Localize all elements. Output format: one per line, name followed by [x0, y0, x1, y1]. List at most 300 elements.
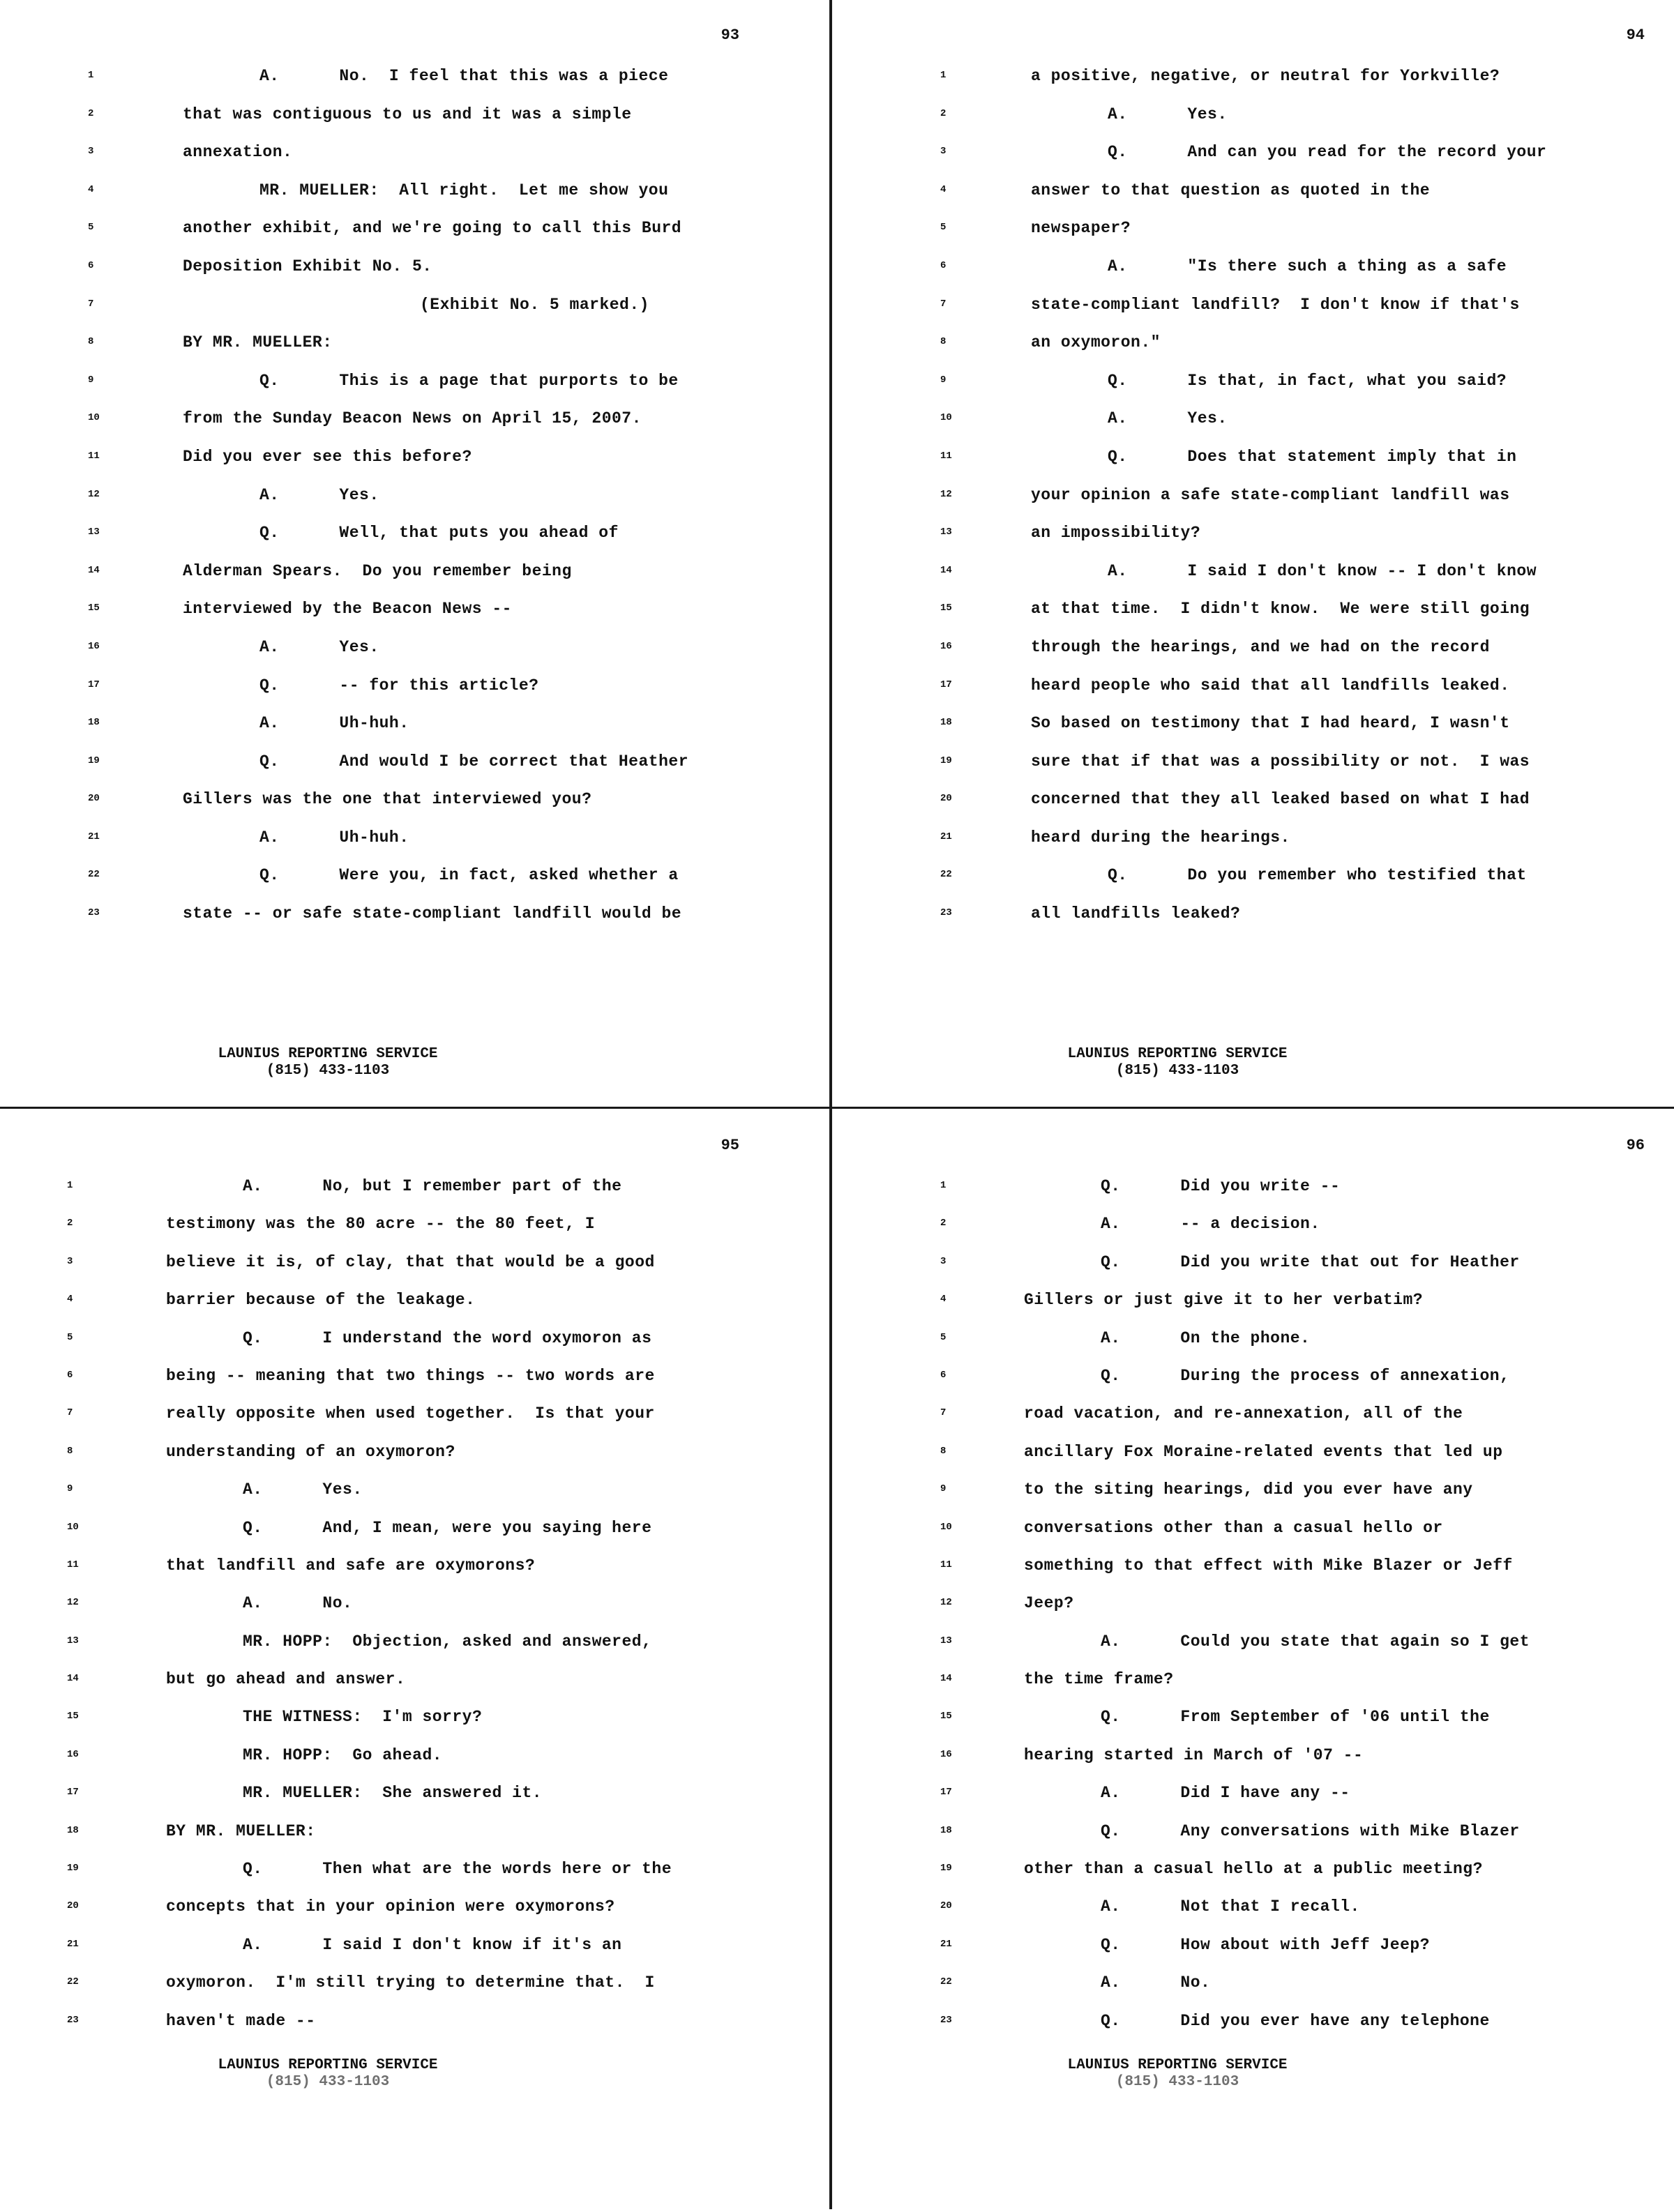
line-number: 2 — [67, 1218, 73, 1229]
line-text: that was contiguous to us and it was a simple — [183, 105, 632, 123]
line-number: 18 — [88, 717, 100, 729]
transcript-line — [0, 103, 823, 141]
line-number: 19 — [88, 755, 100, 766]
line-number: 1 — [88, 70, 94, 81]
line-text: ancillary Fox Moraine-related events that led up — [1024, 1442, 1503, 1461]
line-text: MR. HOPP: Go ahead. — [243, 1745, 443, 1764]
line-text: Q. Did you write that out for Heather — [1101, 1252, 1520, 1271]
transcript-line — [836, 2009, 1659, 2047]
transcript-line — [0, 863, 823, 902]
line-number: 4 — [67, 1294, 73, 1305]
line-text: all landfills leaked? — [1031, 904, 1241, 923]
page-footer — [766, 2057, 1589, 2090]
footer-company: LAUNIUS REPORTING SERVICE — [218, 1046, 438, 1062]
line-text: heard during the hearings. — [1031, 828, 1290, 847]
line-number: 5 — [940, 222, 947, 234]
transcript-line — [836, 1288, 1659, 1326]
transcript-line — [0, 674, 823, 712]
transcript-lines — [836, 1174, 1659, 2047]
line-number: 18 — [940, 1824, 952, 1836]
transcript-line — [836, 902, 1659, 940]
line-number: 16 — [940, 640, 952, 652]
line-text: Q. I understand the word oxymoron as — [243, 1328, 652, 1347]
line-text: road vacation, and re-annexation, all of the — [1024, 1404, 1463, 1423]
transcript-line — [0, 64, 823, 103]
line-number: 23 — [940, 2014, 952, 2026]
line-number: 5 — [67, 1331, 73, 1343]
transcript-line — [0, 635, 823, 674]
line-text: haven't made -- — [166, 2011, 316, 2030]
transcript-line — [836, 1667, 1659, 1705]
transcript-line — [836, 1591, 1659, 1629]
line-number: 13 — [940, 1635, 952, 1646]
transcript-line — [0, 1478, 823, 1515]
line-number: 10 — [67, 1521, 79, 1533]
line-text: (Exhibit No. 5 marked.) — [420, 295, 649, 314]
transcript-line — [836, 1554, 1659, 1591]
line-number: 12 — [940, 1597, 952, 1609]
line-text: hearing started in March of '07 -- — [1024, 1745, 1364, 1764]
line-number: 4 — [940, 183, 947, 195]
horizontal-divider — [0, 1107, 1674, 1109]
transcript-line — [0, 1250, 823, 1288]
line-number: 14 — [940, 1673, 952, 1685]
transcript-lines — [836, 64, 1659, 940]
line-number: 17 — [940, 1787, 952, 1798]
line-text: A. "Is there such a thing as a safe — [1108, 257, 1507, 275]
transcript-line — [836, 64, 1659, 103]
line-number: 12 — [88, 488, 100, 500]
line-number: 14 — [88, 564, 100, 576]
line-number: 22 — [940, 869, 952, 881]
line-number: 3 — [67, 1255, 73, 1267]
line-number: 10 — [88, 412, 100, 424]
line-number: 7 — [88, 298, 94, 310]
line-text: state -- or safe state-compliant landfill would be — [183, 904, 682, 923]
line-number: 7 — [67, 1407, 73, 1419]
page-footer — [0, 1046, 739, 1080]
line-number: 10 — [940, 412, 952, 424]
footer-phone: (815) 433-1103 — [1115, 1063, 1239, 1079]
line-number: 17 — [67, 1787, 79, 1798]
line-number: 19 — [67, 1863, 79, 1874]
transcript-line — [836, 1857, 1659, 1895]
line-number: 20 — [940, 793, 952, 805]
line-number: 1 — [67, 1180, 73, 1191]
transcript-lines — [0, 64, 823, 940]
transcript-page-94 — [836, 0, 1659, 1102]
line-number: 22 — [67, 1976, 79, 1988]
transcript-line — [0, 1554, 823, 1591]
line-text: newspaper? — [1031, 219, 1131, 238]
vertical-divider — [829, 0, 832, 2209]
line-number: 7 — [940, 298, 947, 310]
transcript-line — [836, 521, 1659, 559]
transcript-line — [836, 179, 1659, 217]
line-text: Q. Is that, in fact, what you said? — [1108, 371, 1507, 390]
line-text: the time frame? — [1024, 1670, 1174, 1689]
transcript-line — [836, 103, 1659, 141]
line-text: A. I said I don't know if it's an — [243, 1935, 622, 1954]
transcript-line — [836, 1250, 1659, 1288]
footer-company: LAUNIUS REPORTING SERVICE — [1067, 2057, 1288, 2073]
line-number: 6 — [67, 1369, 73, 1381]
line-text: A. Yes. — [259, 485, 379, 504]
line-number: 21 — [940, 1938, 952, 1950]
transcript-line — [836, 293, 1659, 331]
line-text: that landfill and safe are oxymorons? — [166, 1556, 536, 1575]
line-number: 4 — [88, 183, 94, 195]
transcript-line — [0, 750, 823, 788]
line-text: testimony was the 80 acre -- the 80 feet, I — [166, 1215, 595, 1234]
line-text: at that time. I didn't know. We were still going — [1031, 600, 1530, 619]
transcript-page-95 — [0, 1110, 823, 2212]
transcript-line — [0, 1630, 823, 1667]
transcript-line — [0, 1781, 823, 1819]
line-text: A. Uh-huh. — [259, 828, 409, 847]
transcript-line — [836, 1174, 1659, 1212]
line-text: annexation. — [183, 143, 293, 162]
line-number: 11 — [940, 1559, 952, 1570]
line-number: 14 — [67, 1673, 79, 1685]
line-text: A. I said I don't know -- I don't know — [1108, 561, 1537, 580]
line-number: 16 — [67, 1748, 79, 1760]
line-text: A. No. — [243, 1594, 353, 1613]
line-text: Did you ever see this before? — [183, 447, 472, 466]
footer-phone: (815) 433-1103 — [266, 2074, 390, 2090]
line-number: 5 — [940, 1331, 947, 1343]
line-text: an oxymoron." — [1031, 333, 1161, 352]
transcript-line — [836, 674, 1659, 712]
transcript-line — [0, 331, 823, 369]
transcript-line — [836, 1705, 1659, 1743]
transcript-line — [0, 787, 823, 826]
transcript-line — [0, 293, 823, 331]
line-text: THE WITNESS: I'm sorry? — [243, 1708, 483, 1727]
transcript-line — [0, 140, 823, 179]
line-text: Q. Does that statement imply that in — [1108, 447, 1517, 466]
transcript-line — [836, 216, 1659, 255]
line-text: heard people who said that all landfills leaked. — [1031, 676, 1510, 695]
transcript-line — [0, 826, 823, 864]
transcript-line — [836, 407, 1659, 445]
line-number: 11 — [88, 450, 100, 462]
line-number: 9 — [940, 1483, 947, 1495]
transcript-line — [0, 1326, 823, 1364]
line-number: 2 — [88, 107, 94, 119]
line-number: 21 — [67, 1938, 79, 1950]
transcript-lines — [0, 1174, 823, 2047]
transcript-line — [836, 1895, 1659, 1932]
transcript-page-93 — [0, 0, 823, 1102]
transcript-line — [836, 483, 1659, 522]
transcript-line — [0, 1440, 823, 1478]
line-text: A. Yes. — [243, 1480, 363, 1499]
transcript-line — [0, 216, 823, 255]
line-number: 20 — [88, 793, 100, 805]
transcript-line — [0, 597, 823, 635]
page-number: 94 — [1626, 26, 1645, 44]
line-number: 19 — [940, 1863, 952, 1874]
line-text: through the hearings, and we had on the record — [1031, 637, 1490, 656]
line-text: A. -- a decision. — [1101, 1215, 1320, 1234]
transcript-line — [836, 635, 1659, 674]
transcript-line — [0, 1705, 823, 1743]
line-text: answer to that question as quoted in the — [1031, 181, 1431, 199]
transcript-line — [0, 1895, 823, 1932]
line-text: another exhibit, and we're going to call this Burd — [183, 219, 682, 238]
transcript-line — [836, 1478, 1659, 1515]
transcript-line — [836, 1971, 1659, 2008]
transcript-line — [0, 1516, 823, 1554]
line-text: Q. Were you, in fact, asked whether a — [259, 866, 679, 885]
transcript-line — [0, 1591, 823, 1629]
transcript-line — [0, 1364, 823, 1402]
line-text: A. Could you state that again so I get — [1101, 1632, 1530, 1651]
line-text: conversations other than a casual hello or — [1024, 1518, 1443, 1537]
line-number: 15 — [88, 603, 100, 614]
transcript-line — [836, 863, 1659, 902]
transcript-line — [0, 369, 823, 407]
line-number: 19 — [940, 755, 952, 766]
transcript-line — [836, 445, 1659, 483]
transcript-line — [0, 1174, 823, 1212]
transcript-line — [836, 1781, 1659, 1819]
line-text: concerned that they all leaked based on what I had — [1031, 790, 1530, 809]
line-text: A. Not that I recall. — [1101, 1897, 1360, 1916]
line-number: 8 — [88, 336, 94, 348]
line-number: 3 — [940, 1255, 947, 1267]
line-number: 23 — [940, 907, 952, 919]
transcript-line — [836, 750, 1659, 788]
line-text: A. No. I feel that this was a piece — [259, 67, 669, 85]
line-text: A. Yes. — [1108, 409, 1228, 428]
line-number: 23 — [88, 907, 100, 919]
line-text: A. No, but I remember part of the — [243, 1177, 622, 1195]
line-number: 22 — [940, 1976, 952, 1988]
transcript-line — [836, 559, 1659, 598]
line-text: A. Yes. — [1108, 105, 1228, 123]
transcript-line — [0, 179, 823, 217]
line-text: Deposition Exhibit No. 5. — [183, 257, 432, 275]
line-text: Q. And, I mean, were you saying here — [243, 1518, 652, 1537]
transcript-line — [836, 1933, 1659, 1971]
line-number: 9 — [940, 374, 947, 386]
line-text: Q. -- for this article? — [259, 676, 539, 695]
line-text: barrier because of the leakage. — [166, 1291, 476, 1310]
transcript-line — [836, 711, 1659, 750]
line-number: 8 — [940, 1445, 947, 1457]
line-number: 15 — [940, 1711, 952, 1722]
line-number: 11 — [940, 450, 952, 462]
line-text: MR. MUELLER: All right. Let me show you — [259, 181, 669, 199]
line-number: 15 — [940, 603, 952, 614]
footer-company: LAUNIUS REPORTING SERVICE — [218, 2057, 438, 2073]
footer-phone: (815) 433-1103 — [266, 1063, 390, 1079]
line-number: 21 — [940, 831, 952, 842]
transcript-line — [0, 2009, 823, 2047]
line-text: Q. Well, that puts you ahead of — [259, 524, 619, 543]
page-footer — [766, 1046, 1589, 1080]
line-text: Gillers or just give it to her verbatim? — [1024, 1291, 1424, 1310]
line-number: 20 — [67, 1900, 79, 1912]
transcript-line — [0, 1667, 823, 1705]
transcript-line — [0, 902, 823, 940]
line-number: 3 — [88, 146, 94, 158]
transcript-line — [836, 140, 1659, 179]
line-text: Q. During the process of annexation, — [1101, 1366, 1510, 1385]
transcript-line — [0, 1212, 823, 1250]
line-text: Gillers was the one that interviewed you? — [183, 790, 592, 809]
transcript-line — [0, 407, 823, 445]
line-text: understanding of an oxymoron? — [166, 1442, 455, 1461]
line-number: 8 — [940, 336, 947, 348]
line-text: interviewed by the Beacon News -- — [183, 600, 512, 619]
line-number: 9 — [67, 1483, 73, 1495]
line-text: Jeep? — [1024, 1594, 1074, 1613]
page-number: 93 — [721, 26, 739, 44]
footer-phone: (815) 433-1103 — [1115, 2074, 1239, 2090]
line-number: 6 — [940, 1369, 947, 1381]
line-text: BY MR. MUELLER: — [166, 1821, 316, 1840]
transcript-line — [836, 826, 1659, 864]
line-number: 2 — [940, 1218, 947, 1229]
line-text: concepts that in your opinion were oxymorons? — [166, 1897, 615, 1916]
line-text: an impossibility? — [1031, 524, 1201, 543]
line-text: Q. Any conversations with Mike Blazer — [1101, 1821, 1520, 1840]
footer-company: LAUNIUS REPORTING SERVICE — [1067, 1046, 1288, 1062]
line-text: Q. This is a page that purports to be — [259, 371, 679, 390]
transcript-line — [0, 711, 823, 750]
line-text: Alderman Spears. Do you remember being — [183, 561, 572, 580]
line-number: 20 — [940, 1900, 952, 1912]
transcript-line — [0, 521, 823, 559]
line-text: Q. Do you remember who testified that — [1108, 866, 1527, 885]
line-text: really opposite when used together. Is that your — [166, 1404, 655, 1423]
line-number: 16 — [940, 1748, 952, 1760]
line-number: 18 — [940, 717, 952, 729]
line-text: Q. Did you ever have any telephone — [1101, 2011, 1490, 2030]
line-number: 5 — [88, 222, 94, 234]
line-text: Q. How about with Jeff Jeep? — [1101, 1935, 1430, 1954]
line-number: 10 — [940, 1521, 952, 1533]
line-text: Q. And can you read for the record your — [1108, 143, 1547, 162]
transcript-line — [836, 255, 1659, 293]
line-number: 1 — [940, 70, 947, 81]
page-number: 95 — [721, 1137, 739, 1154]
line-number: 21 — [88, 831, 100, 842]
transcript-line — [0, 1402, 823, 1439]
transcript-line — [836, 369, 1659, 407]
line-number: 17 — [940, 679, 952, 690]
transcript-line — [0, 1743, 823, 1781]
line-number: 11 — [67, 1559, 79, 1570]
line-number: 7 — [940, 1407, 947, 1419]
line-number: 12 — [940, 488, 952, 500]
transcript-line — [0, 1971, 823, 2008]
line-number: 22 — [88, 869, 100, 881]
line-text: but go ahead and answer. — [166, 1670, 406, 1689]
line-number: 3 — [940, 146, 947, 158]
transcript-line — [836, 1326, 1659, 1364]
transcript-line — [836, 331, 1659, 369]
transcript-line — [0, 1857, 823, 1895]
line-text: Q. And would I be correct that Heather — [259, 752, 688, 771]
line-text: sure that if that was a possibility or not. I was — [1031, 752, 1530, 771]
transcript-line — [836, 1630, 1659, 1667]
transcript-line — [0, 445, 823, 483]
transcript-line — [836, 1212, 1659, 1250]
transcript-line — [836, 1819, 1659, 1857]
line-number: 14 — [940, 564, 952, 576]
line-number: 13 — [67, 1635, 79, 1646]
line-text: other than a casual hello at a public meeting? — [1024, 1860, 1483, 1879]
transcript-line — [836, 1402, 1659, 1439]
transcript-line — [836, 1440, 1659, 1478]
line-number: 13 — [88, 527, 100, 538]
line-text: oxymoron. I'm still trying to determine that. I — [166, 1974, 655, 1992]
line-number: 8 — [67, 1445, 73, 1457]
line-text: believe it is, of clay, that that would be a good — [166, 1252, 655, 1271]
line-text: state-compliant landfill? I don't know if that's — [1031, 295, 1520, 314]
line-number: 18 — [67, 1824, 79, 1836]
line-text: Q. From September of '06 until the — [1101, 1708, 1490, 1727]
line-text: your opinion a safe state-compliant landfill was — [1031, 485, 1510, 504]
line-text: A. On the phone. — [1101, 1328, 1311, 1347]
transcript-line — [0, 255, 823, 293]
transcript-line — [0, 559, 823, 598]
transcript-line — [836, 1516, 1659, 1554]
line-text: MR. MUELLER: She answered it. — [243, 1784, 543, 1803]
line-text: Q. Did you write -- — [1101, 1177, 1341, 1195]
line-number: 4 — [940, 1294, 947, 1305]
line-number: 6 — [88, 259, 94, 271]
line-number: 9 — [88, 374, 94, 386]
line-text: Q. Then what are the words here or the — [243, 1860, 672, 1879]
transcript-line — [0, 1933, 823, 1971]
transcript-line — [836, 1743, 1659, 1781]
line-text: A. Did I have any -- — [1101, 1784, 1350, 1803]
line-text: to the siting hearings, did you ever have any — [1024, 1480, 1473, 1499]
line-text: a positive, negative, or neutral for Yorkville? — [1031, 67, 1500, 85]
line-text: So based on testimony that I had heard, I wasn't — [1031, 714, 1510, 733]
line-number: 2 — [940, 107, 947, 119]
transcript-line — [0, 1819, 823, 1857]
transcript-page-96 — [836, 1110, 1659, 2212]
line-number: 13 — [940, 527, 952, 538]
line-text: MR. HOPP: Objection, asked and answered, — [243, 1632, 652, 1651]
page-footer — [0, 2057, 739, 2090]
line-text: A. No. — [1101, 1974, 1211, 1992]
page-number: 96 — [1626, 1137, 1645, 1154]
line-number: 1 — [940, 1180, 947, 1191]
transcript-line — [0, 1288, 823, 1326]
transcript-line — [0, 483, 823, 522]
line-text: A. Uh-huh. — [259, 714, 409, 733]
line-number: 23 — [67, 2014, 79, 2026]
line-text: being -- meaning that two things -- two words are — [166, 1366, 655, 1385]
line-number: 15 — [67, 1711, 79, 1722]
line-number: 12 — [67, 1597, 79, 1609]
line-number: 16 — [88, 640, 100, 652]
line-number: 17 — [88, 679, 100, 690]
line-text: something to that effect with Mike Blazer or Jeff — [1024, 1556, 1513, 1575]
line-text: BY MR. MUELLER: — [183, 333, 333, 352]
transcript-line — [836, 597, 1659, 635]
line-number: 6 — [940, 259, 947, 271]
line-text: from the Sunday Beacon News on April 15, 2007. — [183, 409, 642, 428]
transcript-line — [836, 787, 1659, 826]
